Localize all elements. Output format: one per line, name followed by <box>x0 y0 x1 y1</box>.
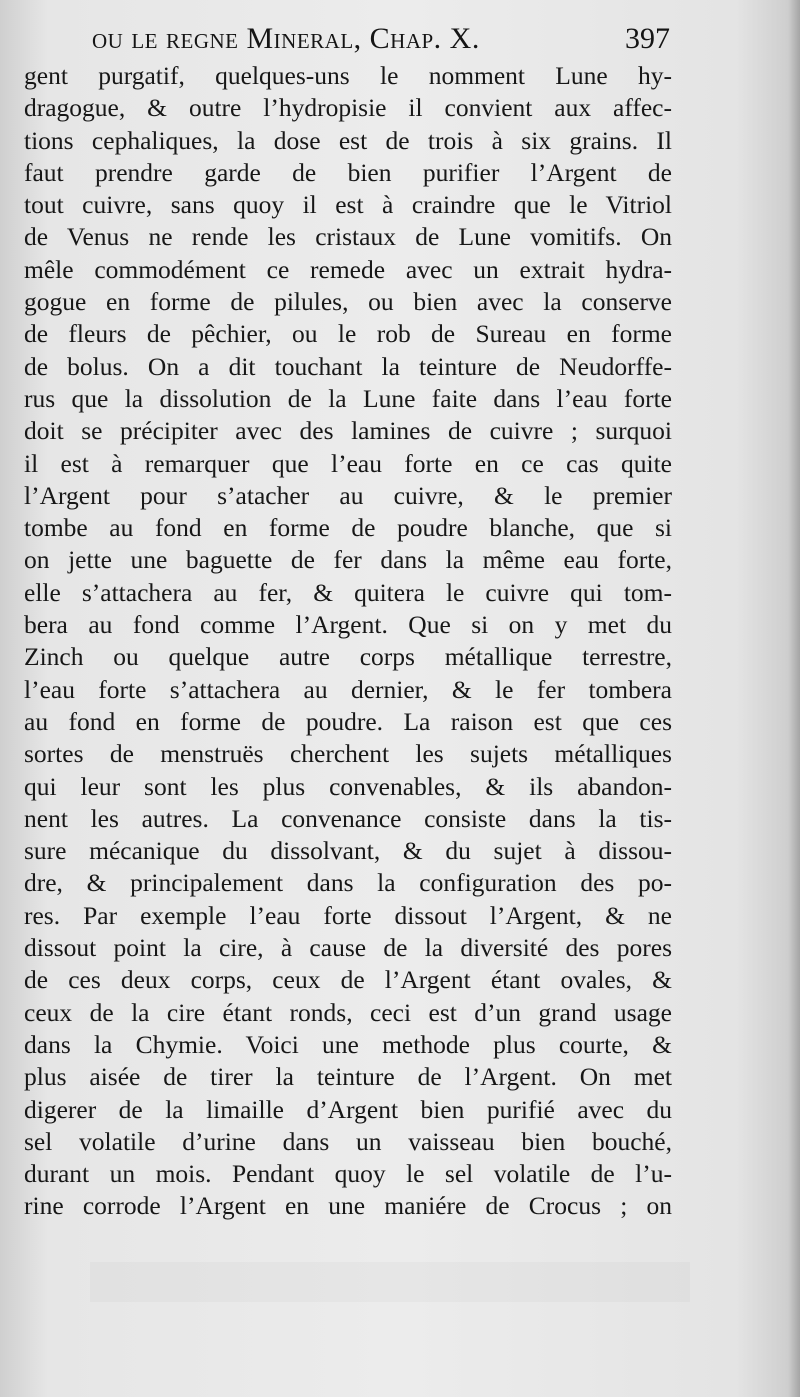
text-line: elle s’attachera au fer, & quitera le cuivre qui tom- <box>24 577 672 607</box>
running-head: ou le regne Mineral, Chap. X. <box>92 22 480 55</box>
text-line: gogue en forme de pilules, ou bien avec la conserve <box>24 287 672 317</box>
text-line: de ces deux corps, ceux de l’Argent étant ovales, & <box>24 965 672 995</box>
text-line: res. Par exemple l’eau forte dissout l’Argent, & ne <box>24 900 672 930</box>
text-line: digerer de la limaille d’Argent bien purifié avec du <box>24 1094 672 1124</box>
text-line: dans la Chymie. Voici une methode plus courte, & <box>24 1029 672 1059</box>
text-line: au fond en forme de poudre. La raison est que ces <box>24 706 672 736</box>
text-line: de Venus ne rende les cristaux de Lune vomitifs. On <box>24 222 672 252</box>
text-line: tions cephaliques, la dose est de trois à six grains. Il <box>24 125 672 155</box>
text-line: nent les autres. La convenance consiste dans la tis- <box>24 803 672 833</box>
text-line: rine corrode l’Argent en une maniére de Crocus ; on <box>24 1191 672 1221</box>
text-line: bera au fond comme l’Argent. Que si on y met du <box>24 610 672 640</box>
text-line: gent purgatif, quelques-uns le nomment Lune hy- <box>24 61 672 90</box>
text-line: l’eau forte s’attachera au dernier, & le fer tombera <box>24 674 672 704</box>
text-line: on jette une baguette de fer dans la même eau forte, <box>24 545 672 575</box>
text-line: qui leur sont les plus convenables, & ils abandon- <box>24 771 672 801</box>
text-line: durant un mois. Pendant quoy le sel volatile de l’u- <box>24 1159 672 1189</box>
text-line: de bolus. On a dit touchant la teinture de Neudorffe- <box>24 351 672 381</box>
text-line: sel volatile d’urine dans un vaisseau bien bouché, <box>24 1126 672 1156</box>
text-line: mêle commodément ce remede avec un extrait hydra- <box>24 254 672 284</box>
text-line: tombe au fond en forme de poudre blanche, que si <box>24 513 672 543</box>
text-line: de fleurs de pêchier, ou le rob de Sureau en forme <box>24 319 672 349</box>
text-line: sortes de menstruës cherchent les sujets métalliques <box>24 739 672 769</box>
page-number: 397 <box>625 22 670 55</box>
text-line: rus que la dissolution de la Lune faite dans l’eau forte <box>24 383 672 413</box>
text-line: dre, & principalement dans la configuration des po- <box>24 868 672 898</box>
text-line: Zinch ou quelque autre corps métallique terrestre, <box>24 642 672 672</box>
text-line: tout cuivre, sans quoy il est à craindre que le Vitriol <box>24 190 672 220</box>
text-line: dragogue, & outre l’hydropisie il convient aux affec- <box>24 93 672 123</box>
page-stain <box>90 1262 690 1302</box>
text-line: doit se précipiter avec des lamines de cuivre ; surquoi <box>24 416 672 446</box>
text-line: sure mécanique du dissolvant, & du sujet à dissou- <box>24 836 672 866</box>
text-line: il est à remarquer que l’eau forte en ce cas quite <box>24 448 672 478</box>
body-text <box>24 60 672 1223</box>
text-line: l’Argent pour s’atacher au cuivre, & le premier <box>24 480 672 510</box>
text-line: faut prendre garde de bien purifier l’Argent de <box>24 157 672 187</box>
text-line: ceux de la cire étant ronds, ceci est d’un grand usage <box>24 997 672 1027</box>
text-line: dissout point la cire, à cause de la diversité des pores <box>24 933 672 963</box>
text-line: plus aisée de tirer la teinture de l’Argent. On met <box>24 1062 672 1092</box>
